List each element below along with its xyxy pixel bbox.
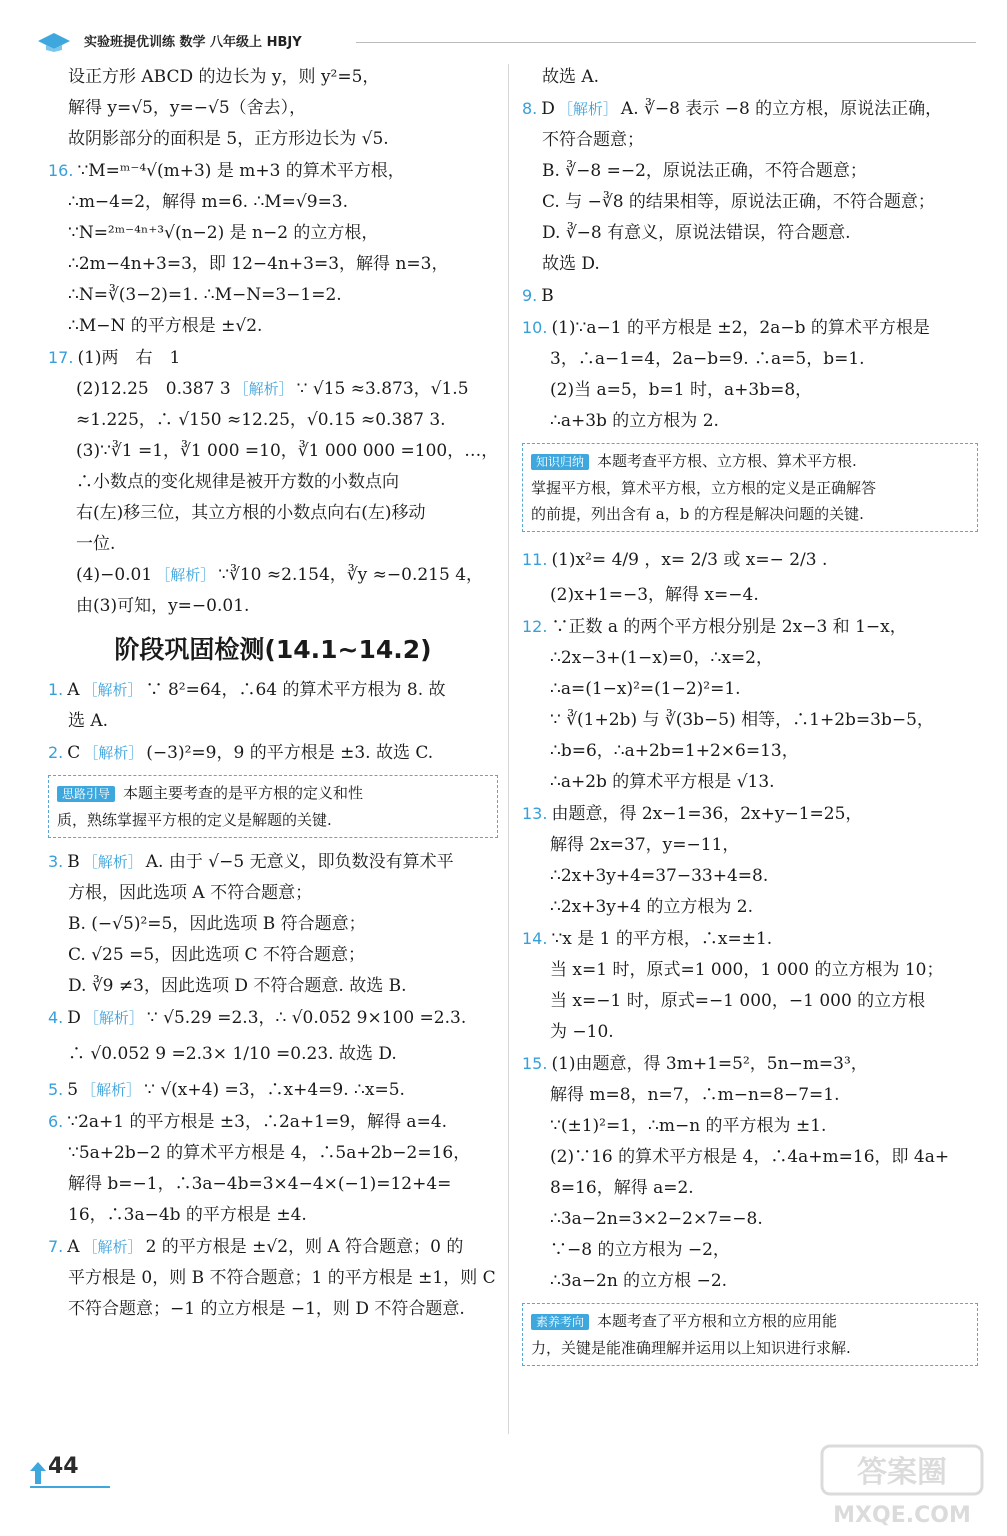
svg-text:MXQE.COM: MXQE.COM bbox=[833, 1503, 971, 1528]
text-line: ∵(±1)²=1，∴m−n 的平方根为 ±1. bbox=[550, 1116, 827, 1136]
text-line: (2)当 a=5，b=1 时，a+3b=8， bbox=[550, 380, 813, 400]
text-line: ∴M−N 的平方根是 ±√2. bbox=[68, 316, 263, 336]
footer-rule bbox=[30, 1486, 110, 1488]
section-title: 阶段巩固检测(14.1~14.2) bbox=[114, 635, 432, 664]
question-12: 12. ∵正数 a 的两个平方根分别是 2x−3 和 1−x， bbox=[522, 617, 907, 637]
text-line: (2)∵16 的算术平方根是 4，∴4a+m=16，即 4a+ bbox=[550, 1147, 950, 1167]
text-line: ∵ ∛(1+2b) 与 ∛(3b−5) 相等，∴1+2b=3b−5， bbox=[550, 710, 934, 730]
analysis-tag: ［解析］ bbox=[155, 566, 216, 584]
text-line: 设正方形 ABCD 的边长为 y，则 y²=5， bbox=[68, 67, 380, 87]
competency-direction-box: 素养考向 本题考查了平方根和立方根的应用能 力，关键是能准确理解并运用以上知识进行求解. bbox=[522, 1303, 978, 1366]
question-number: 9. bbox=[522, 286, 538, 305]
text-line: 一位. bbox=[76, 534, 116, 554]
text-line: 故选 D. bbox=[542, 254, 600, 274]
question-10: 10. (1)∵a−1 的平方根是 ±2，2a−b 的算术平方根是 bbox=[522, 318, 930, 338]
question-11: 11. (1)x²= 4/9 ，x= 2/3 或 x=− 2/3 . bbox=[522, 550, 828, 570]
question-5: 5. 5 ［解析］ ∵ √(x+4) =3，∴x+4=9. ∴x=5. bbox=[48, 1080, 405, 1100]
right-column bbox=[522, 62, 978, 1374]
analysis-tag: ［解析］ bbox=[83, 744, 144, 762]
arrow-up-icon bbox=[30, 1462, 46, 1484]
text-line: B. (−√5)²=5，因此选项 B 符合题意； bbox=[68, 914, 366, 934]
text-line: ∴a+3b 的立方根为 2. bbox=[550, 411, 719, 431]
text-line: ∴2x+3y+4=37−33+4=8. bbox=[550, 866, 769, 886]
question-3: 3. B ［解析］ A. 由于 √−5 无意义，即负数没有算术平 bbox=[48, 852, 454, 872]
analysis-tag: ［解析］ bbox=[83, 1009, 144, 1027]
question-number: 4. bbox=[48, 1008, 64, 1027]
text-line: ∴N=∛(3−2)=1. ∴M−N=3−1=2. bbox=[68, 285, 342, 305]
question-number: 1. bbox=[48, 680, 64, 699]
analysis-tag: ［解析］ bbox=[82, 1238, 143, 1256]
text-line: (2)x+1=−3，解得 x=−4. bbox=[550, 585, 759, 605]
text-line: ∴3a−2n=3×2−2×7=−8. bbox=[550, 1209, 763, 1229]
book-logo-icon bbox=[36, 30, 76, 52]
question-16: 16. ∵M=ᵐ⁻⁴√(m+3) 是 m+3 的算术平方根， bbox=[48, 161, 405, 181]
box-tag: 素养考向 bbox=[531, 1314, 589, 1330]
question-number: 5. bbox=[48, 1080, 64, 1099]
text-line: 解得 b=−1，∴3a−4b=3×4−4×(−1)=12+4= bbox=[68, 1174, 452, 1194]
text-line: (4)−0.01 ［解析］ ∵∛10 ≈2.154，∛y ≈−0.215 4， bbox=[76, 565, 484, 585]
thinking-guide-box: 思路引导 本题主要考查的是平方根的定义和性 质，熟练掌握平方根的定义是解题的关键. bbox=[48, 775, 498, 838]
text-line: 方根，因此选项 A 不符合题意； bbox=[68, 883, 313, 903]
column-divider bbox=[508, 64, 509, 1434]
text-line: ∴ √0.052 9 =2.3× 1/10 =0.23. 故选 D. bbox=[68, 1044, 397, 1064]
analysis-tag: ［解析］ bbox=[233, 380, 294, 398]
svg-text:答案圈: 答案圈 bbox=[857, 1455, 947, 1490]
question-number: 12. bbox=[522, 617, 548, 636]
analysis-tag: ［解析］ bbox=[81, 1081, 142, 1099]
text-line: ∴2x−3+(1−x)=0，∴x=2， bbox=[550, 648, 773, 668]
text-line: B. ∛−8 =−2，原说法正确，不符合题意； bbox=[542, 161, 867, 181]
question-number: 13. bbox=[522, 804, 548, 823]
question-number: 16. bbox=[48, 161, 74, 180]
text-line: 当 x=−1 时，原式=−1 000，−1 000 的立方根 bbox=[550, 991, 926, 1011]
text-line: ∴a=(1−x)²=(1−2)²=1. bbox=[550, 679, 741, 699]
question-7: 7. A ［解析］ 2 的平方根是 ±√2，则 A 符合题意；0 的 bbox=[48, 1237, 464, 1257]
text-line: 故选 A. bbox=[542, 67, 600, 87]
text-line: ∴a+2b 的算术平方根是 √13. bbox=[550, 772, 775, 792]
text-line: (2)12.25 0.387 3 ［解析］ ∵ √15 ≈3.873，√1.5 bbox=[76, 379, 469, 399]
page-header bbox=[36, 28, 976, 54]
question-17: 17. (1)两 右 1 bbox=[48, 348, 181, 368]
text-line: ∵N=²ᵐ⁻⁴ⁿ⁺³√(n−2) 是 n−2 的立方根， bbox=[68, 223, 379, 243]
page-number: 44 bbox=[48, 1454, 79, 1479]
question-number: 14. bbox=[522, 929, 548, 948]
question-2: 2. C ［解析］ (−3)²=9，9 的平方根是 ±3. 故选 C. bbox=[48, 743, 434, 763]
text-line: 不符合题意；−1 的立方根是 −1，则 D 不符合题意. bbox=[68, 1299, 465, 1319]
text-line: 16，∴3a−4b 的平方根是 ±4. bbox=[68, 1205, 307, 1225]
analysis-tag: ［解析］ bbox=[82, 853, 143, 871]
question-4: 4. D ［解析］ ∵ √5.29 =2.3，∴ √0.052 9×100 =2.3. bbox=[48, 1008, 467, 1028]
text-line: D. ∛−8 有意义，原说法错误，符合题意. bbox=[542, 223, 851, 243]
header-rule bbox=[356, 42, 976, 43]
page-footer bbox=[30, 1452, 110, 1492]
text-line: ∵5a+2b−2 的算术平方根是 4，∴5a+2b−2=16， bbox=[68, 1143, 471, 1163]
question-number: 15. bbox=[522, 1054, 548, 1073]
text-line: (3)∵∛1 =1，∛1 000 =10，∛1 000 000 =100，…， bbox=[76, 441, 499, 461]
question-number: 17. bbox=[48, 348, 74, 367]
text-line: 右(左)移三位，其立方根的小数点向右(左)移动 bbox=[76, 503, 426, 523]
question-number: 10. bbox=[522, 318, 548, 337]
text-line: C. 与 −∛8 的结果相等，原说法正确，不符合题意； bbox=[542, 192, 935, 212]
text-line: D. ∛9 ≠3，因此选项 D 不符合题意. 故选 B. bbox=[68, 976, 407, 996]
question-number: 8. bbox=[522, 99, 538, 118]
box-tag: 思路引导 bbox=[57, 786, 115, 802]
left-column bbox=[48, 62, 498, 1325]
text-line: 平方根是 0，则 B 不符合题意；1 的平方根是 ±1，则 C bbox=[68, 1268, 496, 1288]
question-number: 6. bbox=[48, 1112, 64, 1131]
text-line: 由(3)可知，y=−0.01. bbox=[76, 596, 250, 616]
box-tag: 知识归纳 bbox=[531, 454, 589, 470]
text-line: ≈1.225，∴ √150 ≈12.25，√0.15 ≈0.387 3. bbox=[76, 410, 446, 430]
text-line: 不符合题意； bbox=[542, 130, 644, 150]
text-line: 解得 y=√5，y=−√5（舍去）， bbox=[68, 98, 307, 118]
text-line: ∴3a−2n 的立方根 −2. bbox=[550, 1271, 728, 1291]
text-line: ∴m−4=2，解得 m=6. ∴M=√9=3. bbox=[68, 192, 349, 212]
question-9: 9. B bbox=[522, 286, 554, 306]
question-14: 14. ∵x 是 1 的平方根，∴x=±1. bbox=[522, 929, 773, 949]
knowledge-summary-box: 知识归纳 本题考查平方根、立方根、算术平方根. 掌握平方根，算术平方根，立方根的定义是正确解答 的前提，列出含有 a，b 的方程是解决问题的关键. bbox=[522, 443, 978, 532]
text-line: ∴2m−4n+3=3，即 12−4n+3=3，解得 n=3， bbox=[68, 254, 449, 274]
text-line: 选 A. bbox=[68, 711, 109, 731]
question-number: 3. bbox=[48, 852, 64, 871]
text-line: 解得 m=8，n=7，∴m−n=8−7=1. bbox=[550, 1085, 840, 1105]
text-line: C. √25 =5，因此选项 C 不符合题意； bbox=[68, 945, 365, 965]
question-number: 11. bbox=[522, 550, 548, 569]
question-6: 6. ∵2a+1 的平方根是 ±3，∴2a+1=9，解得 a=4. bbox=[48, 1112, 448, 1132]
text-line: 故阴影部分的面积是 5，正方形边长为 √5. bbox=[68, 129, 389, 149]
question-8: 8. D ［解析］ A. ∛−8 表示 −8 的立方根，原说法正确， bbox=[522, 99, 943, 119]
question-1: 1. A ［解析］ ∵ 8²=64，∴64 的算术平方根为 8. 故 bbox=[48, 680, 446, 700]
text-line: 解得 2x=37，y=−11， bbox=[550, 835, 740, 855]
text-line: ∴2x+3y+4 的立方根为 2. bbox=[550, 897, 753, 917]
text-line: 为 −10. bbox=[550, 1022, 614, 1042]
text-line: ∴b=6，∴a+2b=1+2×6=13， bbox=[550, 741, 799, 761]
text-line: 8=16，解得 a=2. bbox=[550, 1178, 694, 1198]
question-number: 7. bbox=[48, 1237, 64, 1256]
header-title: 实验班提优训练 数学 八年级上 HBJY bbox=[84, 35, 302, 50]
text-line: ∴小数点的变化规律是被开方数的小数点向 bbox=[76, 472, 399, 492]
question-number: 2. bbox=[48, 743, 64, 762]
text-line: 当 x=1 时，原式=1 000，1 000 的立方根为 10； bbox=[550, 960, 944, 980]
question-15: 15. (1)由题意，得 3m+1=5²，5n−m=3³， bbox=[522, 1054, 868, 1074]
question-13: 13. 由题意，得 2x−1=36，2x+y−1=25， bbox=[522, 804, 863, 824]
text-line: 3，∴a−1=4，2a−b=9. ∴a=5，b=1. bbox=[550, 349, 865, 369]
watermark-logo bbox=[820, 1440, 990, 1530]
analysis-tag: ［解析］ bbox=[557, 100, 618, 118]
analysis-tag: ［解析］ bbox=[82, 681, 143, 699]
text-line: ∵−8 的立方根为 −2， bbox=[550, 1240, 730, 1260]
